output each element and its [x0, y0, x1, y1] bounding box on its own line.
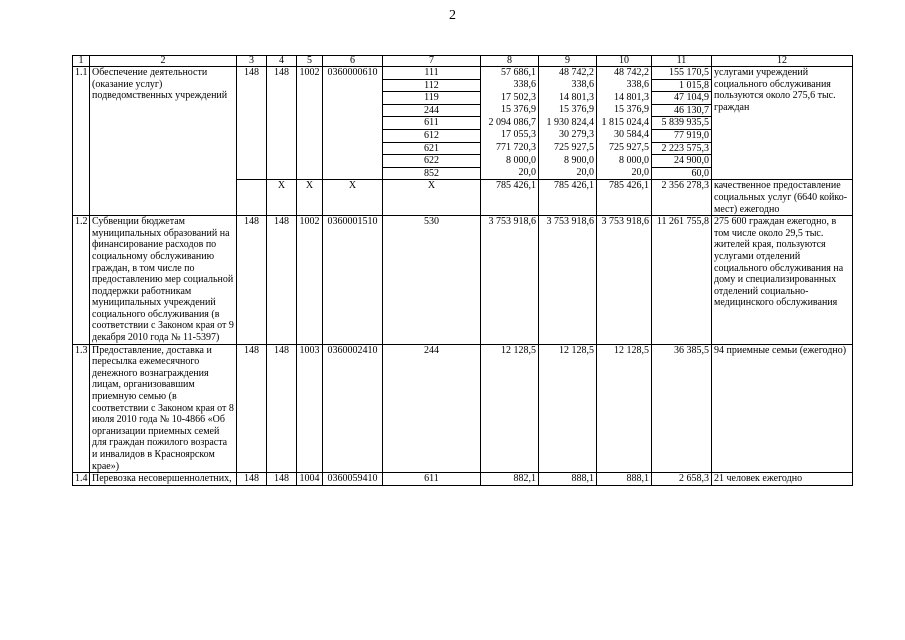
table-cell: 771 720,3: [481, 142, 539, 155]
table-cell: 48 742,2: [597, 67, 652, 80]
table-cell: 9: [539, 56, 597, 67]
table-cell: 1003: [297, 344, 323, 473]
table-cell: 1: [73, 56, 90, 67]
table-cell: 17 055,3: [481, 129, 539, 142]
table-cell: 2 356 278,3: [652, 180, 712, 216]
table-cell: 612: [383, 129, 481, 142]
table-cell: 2 658,3: [652, 473, 712, 486]
table-cell: X: [323, 180, 383, 216]
table-cell: [237, 180, 267, 216]
table-cell: Обеспечение деятельности (оказание услуг) подведомственных учреждений: [90, 67, 237, 216]
table-cell: 5: [297, 56, 323, 67]
table-cell: 622: [383, 155, 481, 168]
table-cell: 12 128,5: [481, 344, 539, 473]
table-cell: 785 426,1: [597, 180, 652, 216]
table-cell: 20,0: [481, 167, 539, 180]
page-number: 2: [449, 8, 456, 23]
table-cell: 148: [237, 216, 267, 345]
table-cell: 1 815 024,4: [597, 117, 652, 130]
table-cell: 785 426,1: [539, 180, 597, 216]
table-cell: услугами учреждений социального обслуживания пользуются около 275,6 тыс. граждан: [712, 67, 853, 180]
table-cell: 11 261 755,8: [652, 216, 712, 345]
table-cell: 12 128,5: [597, 344, 652, 473]
table-cell: 5 839 935,5: [652, 117, 712, 130]
table-row: [73, 67, 853, 80]
table-cell: качественное предоставление социальных услуг (6640 койко-мест) ежегодно: [712, 180, 853, 216]
table-cell: 77 919,0: [652, 129, 712, 142]
table-cell: 1.3: [73, 344, 90, 473]
table-cell: 155 170,5: [652, 67, 712, 80]
table-cell: 8 900,0: [539, 155, 597, 168]
table-cell: 148: [237, 473, 267, 486]
table-cell: 1 015,8: [652, 79, 712, 92]
table-cell: 621: [383, 142, 481, 155]
table-cell: 3 753 918,6: [597, 216, 652, 345]
table-cell: 244: [383, 344, 481, 473]
table-cell: 148: [267, 216, 297, 345]
table-cell: 15 376,9: [481, 104, 539, 117]
table-cell: 8 000,0: [481, 155, 539, 168]
table-row: [73, 473, 853, 486]
table-cell: 275 600 граждан ежегодно, в том числе около 29,5 тыс. жителей края, пользуются услугами отделений социального обслуживания на дому и специализированных отделений социально-медицинского обслуживания: [712, 216, 853, 345]
table-cell: 4: [267, 56, 297, 67]
table-cell: 21 человек ежегодно: [712, 473, 853, 486]
table-cell: 12 128,5: [539, 344, 597, 473]
table-cell: 17 502,3: [481, 92, 539, 105]
table-cell: 244: [383, 104, 481, 117]
table-cell: X: [267, 180, 297, 216]
table-cell: 1.1: [73, 67, 90, 216]
table-cell: 10: [597, 56, 652, 67]
table-cell: 785 426,1: [481, 180, 539, 216]
table-cell: 112: [383, 79, 481, 92]
table-cell: 30 584,4: [597, 129, 652, 142]
table-cell: 148: [237, 344, 267, 473]
table-cell: 148: [267, 344, 297, 473]
table-cell: Предоставление, доставка и пересылка ежемесячного денежного вознаграждения лицам, организовавшим приемную семью (в соответствии с Законом края от 8 июля 2010 года № 10-4866 «Об организации приемных семей для граждан пожилого возраста и инвалидов в Красноярском крае»): [90, 344, 237, 473]
table-cell: 888,1: [597, 473, 652, 486]
table-row: [73, 216, 853, 345]
table-cell: 14 801,3: [539, 92, 597, 105]
table-cell: 1002: [297, 216, 323, 345]
table-cell: 119: [383, 92, 481, 105]
table-cell: 725 927,5: [597, 142, 652, 155]
table-cell: 24 900,0: [652, 155, 712, 168]
table-cell: 3: [237, 56, 267, 67]
header-row: [73, 56, 853, 67]
table-cell: 94 приемные семьи (ежегодно): [712, 344, 853, 473]
table-row: [73, 344, 853, 473]
table-cell: 0360000610: [323, 67, 383, 180]
table-cell: 8 000,0: [597, 155, 652, 168]
table-cell: 3 753 918,6: [481, 216, 539, 345]
table-cell: 611: [383, 473, 481, 486]
table-cell: 338,6: [539, 79, 597, 92]
table-cell: 47 104,9: [652, 92, 712, 105]
table-cell: 60,0: [652, 167, 712, 180]
program-table: [72, 55, 853, 486]
table-cell: 530: [383, 216, 481, 345]
table-cell: 1002: [297, 67, 323, 180]
table-cell: 1.2: [73, 216, 90, 345]
table-cell: 2 223 575,3: [652, 142, 712, 155]
table-cell: 888,1: [539, 473, 597, 486]
table-cell: 2: [90, 56, 237, 67]
table-cell: 338,6: [597, 79, 652, 92]
table-cell: 15 376,9: [539, 104, 597, 117]
table-cell: 882,1: [481, 473, 539, 486]
table-cell: 111: [383, 67, 481, 80]
table-cell: 0360002410: [323, 344, 383, 473]
table-cell: X: [297, 180, 323, 216]
table-cell: Перевозка несовершеннолетних,: [90, 473, 237, 486]
table-cell: 14 801,3: [597, 92, 652, 105]
table-cell: 48 742,2: [539, 67, 597, 80]
table-cell: 0360059410: [323, 473, 383, 486]
table-cell: 20,0: [597, 167, 652, 180]
table-cell: Субвенции бюджетам муниципальных образований на финансирование расходов по социальному обслуживанию граждан, в том числе по предоставлению мер социальной поддержки работникам муниципальных учреждений социального обслуживания (в соответствии с Законом края от 9 декабря 2010 года № 11-5397): [90, 216, 237, 345]
table-cell: X: [383, 180, 481, 216]
table-cell: 1004: [297, 473, 323, 486]
table-cell: 6: [323, 56, 383, 67]
table-cell: 1 930 824,4: [539, 117, 597, 130]
table-cell: 611: [383, 117, 481, 130]
table-cell: 3 753 918,6: [539, 216, 597, 345]
table-cell: 57 686,1: [481, 67, 539, 80]
table-cell: 1.4: [73, 473, 90, 486]
table-cell: 338,6: [481, 79, 539, 92]
table-cell: 148: [267, 473, 297, 486]
table-cell: 8: [481, 56, 539, 67]
table-cell: 11: [652, 56, 712, 67]
table-cell: 725 927,5: [539, 142, 597, 155]
table-cell: 12: [712, 56, 853, 67]
table-cell: 2 094 086,7: [481, 117, 539, 130]
table-cell: 148: [267, 67, 297, 180]
table-cell: 36 385,5: [652, 344, 712, 473]
table-cell: 852: [383, 167, 481, 180]
table-cell: 0360001510: [323, 216, 383, 345]
table-cell: 148: [237, 67, 267, 180]
table-cell: 15 376,9: [597, 104, 652, 117]
table-cell: 30 279,3: [539, 129, 597, 142]
table-cell: 20,0: [539, 167, 597, 180]
table-cell: 46 130,7: [652, 104, 712, 117]
table-cell: 7: [383, 56, 481, 67]
